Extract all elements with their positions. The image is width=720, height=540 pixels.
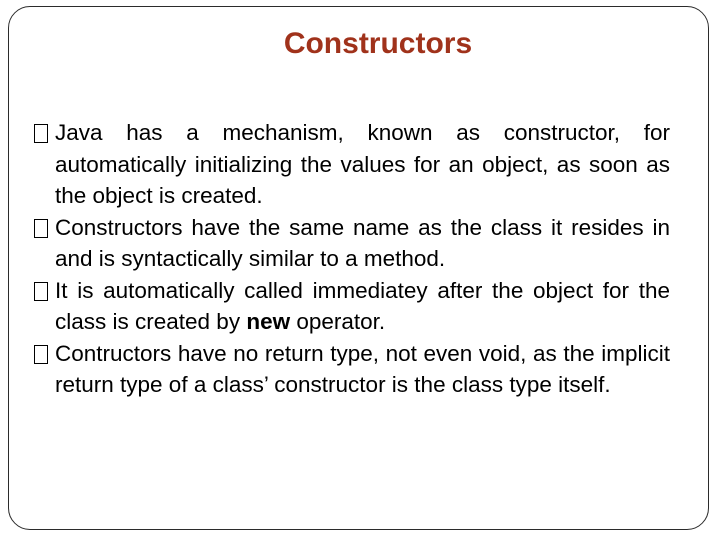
bullet-item	[34, 275, 670, 338]
slide-title: Constructors	[283, 27, 473, 60]
bullet-item	[34, 212, 670, 275]
bullet-text: Java has a mechanism, known as constructor, for automatically initializing the values for an object, as soon as the object is created.	[55, 120, 670, 208]
bullet-box-icon	[34, 345, 48, 364]
bullet-box-icon	[34, 124, 48, 143]
bullet-list	[34, 117, 670, 401]
keyword-new: new	[246, 309, 291, 334]
bullet-box-icon	[34, 219, 48, 238]
bullet-text: It is automatically called immediatey after the object for the class is created by	[55, 277, 670, 334]
bullet-item	[34, 117, 670, 212]
bullet-text: Constructors have the same name as the class it resides in and is syntactically similar to a method.	[55, 214, 670, 271]
bullet-item	[34, 338, 670, 401]
bullet-box-icon	[34, 282, 48, 301]
bullet-text-tail: operator.	[290, 309, 386, 334]
bullet-text: Contructors have no return type, not even void, as the implicit return type of a class’ constructor is the class type itself.	[55, 340, 670, 397]
